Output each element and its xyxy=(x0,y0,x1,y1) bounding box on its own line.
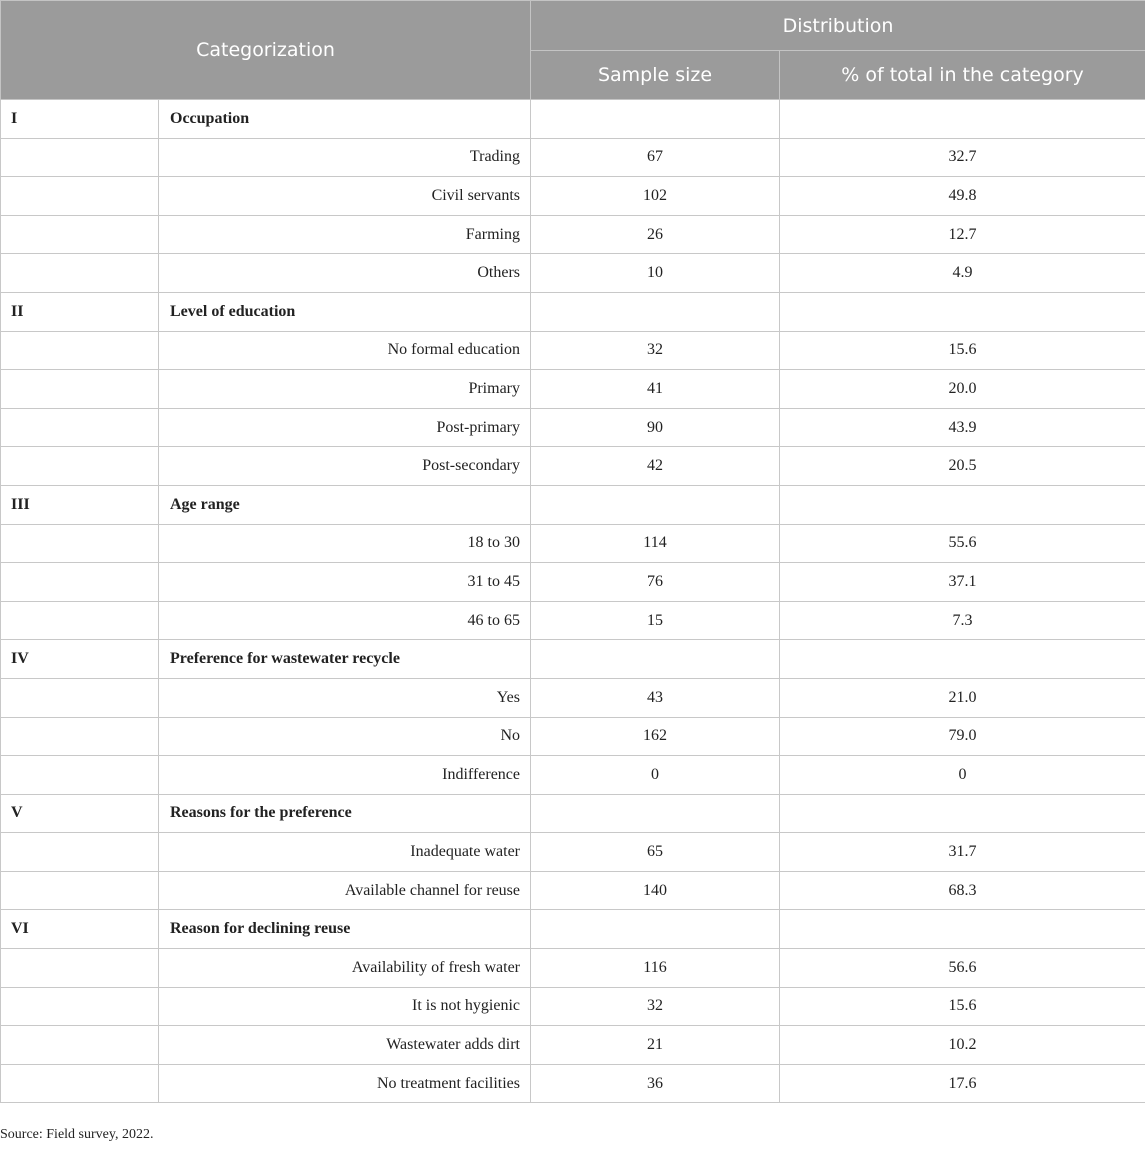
table-row xyxy=(1,756,1145,795)
category-label: Reason for declining reuse xyxy=(159,910,531,949)
percent-cell: 21.0 xyxy=(780,678,1145,717)
percent-cell: 31.7 xyxy=(780,833,1145,872)
empty-cell xyxy=(780,640,1145,679)
header-row xyxy=(1,1,1145,51)
category-number: II xyxy=(1,292,159,331)
item-label: Wastewater adds dirt xyxy=(159,1026,531,1065)
empty-cell xyxy=(1,871,159,910)
sample-size-cell: 43 xyxy=(531,678,780,717)
item-label: Indifference xyxy=(159,756,531,795)
item-label: Availability of fresh water xyxy=(159,949,531,988)
empty-cell xyxy=(780,910,1145,949)
category-number: V xyxy=(1,794,159,833)
percent-cell: 17.6 xyxy=(780,1064,1145,1103)
percent-cell: 56.6 xyxy=(780,949,1145,988)
sample-size-cell: 140 xyxy=(531,871,780,910)
empty-cell xyxy=(1,254,159,293)
sample-size-cell: 41 xyxy=(531,370,780,409)
percent-cell: 12.7 xyxy=(780,215,1145,254)
source-note: Source: Field survey, 2022. xyxy=(0,1127,154,1142)
table-row xyxy=(1,563,1145,602)
empty-cell xyxy=(1,370,159,409)
empty-cell xyxy=(1,678,159,717)
table-row xyxy=(1,524,1145,563)
sample-size-cell: 0 xyxy=(531,756,780,795)
item-label: Primary xyxy=(159,370,531,409)
table-row xyxy=(1,987,1145,1026)
table-row xyxy=(1,871,1145,910)
item-label: Inadequate water xyxy=(159,833,531,872)
item-label: Others xyxy=(159,254,531,293)
empty-cell xyxy=(1,177,159,216)
sample-size-cell: 32 xyxy=(531,987,780,1026)
category-label: Age range xyxy=(159,485,531,524)
sample-size-cell: 114 xyxy=(531,524,780,563)
table-row xyxy=(1,215,1145,254)
percent-cell: 55.6 xyxy=(780,524,1145,563)
item-label: No treatment facilities xyxy=(159,1064,531,1103)
percent-cell: 15.6 xyxy=(780,987,1145,1026)
empty-cell xyxy=(531,794,780,833)
category-row xyxy=(1,910,1145,949)
item-label: Yes xyxy=(159,678,531,717)
item-label: Available channel for reuse xyxy=(159,871,531,910)
sample-size-cell: 102 xyxy=(531,177,780,216)
category-number: IV xyxy=(1,640,159,679)
item-label: No formal education xyxy=(159,331,531,370)
empty-cell xyxy=(531,640,780,679)
item-label: It is not hygienic xyxy=(159,987,531,1026)
item-label: Civil servants xyxy=(159,177,531,216)
empty-cell xyxy=(1,949,159,988)
percent-cell: 20.5 xyxy=(780,447,1145,486)
table-row xyxy=(1,447,1145,486)
category-label: Reasons for the preference xyxy=(159,794,531,833)
category-number: VI xyxy=(1,910,159,949)
empty-cell xyxy=(1,987,159,1026)
empty-cell xyxy=(531,100,780,139)
sample-size-cell: 36 xyxy=(531,1064,780,1103)
item-label: Post-primary xyxy=(159,408,531,447)
header-distribution: Distribution xyxy=(531,1,1145,51)
table-row xyxy=(1,331,1145,370)
sample-size-cell: 32 xyxy=(531,331,780,370)
item-label: No xyxy=(159,717,531,756)
category-row xyxy=(1,100,1145,139)
item-label: Post-secondary xyxy=(159,447,531,486)
table-row xyxy=(1,1026,1145,1065)
category-label: Preference for wastewater recycle xyxy=(159,640,531,679)
percent-cell: 7.3 xyxy=(780,601,1145,640)
percent-cell: 68.3 xyxy=(780,871,1145,910)
header-sample-size: Sample size xyxy=(531,51,780,100)
empty-cell xyxy=(531,485,780,524)
table-row xyxy=(1,370,1145,409)
percent-cell: 15.6 xyxy=(780,331,1145,370)
table-row xyxy=(1,408,1145,447)
item-label: 18 to 30 xyxy=(159,524,531,563)
table-row xyxy=(1,833,1145,872)
item-label: Farming xyxy=(159,215,531,254)
empty-cell xyxy=(1,1064,159,1103)
table-row xyxy=(1,717,1145,756)
table-body xyxy=(1,100,1145,1103)
percent-cell: 10.2 xyxy=(780,1026,1145,1065)
table-row xyxy=(1,678,1145,717)
percent-cell: 20.0 xyxy=(780,370,1145,409)
percent-cell: 79.0 xyxy=(780,717,1145,756)
empty-cell xyxy=(1,601,159,640)
empty-cell xyxy=(1,447,159,486)
sample-size-cell: 162 xyxy=(531,717,780,756)
table-row xyxy=(1,254,1145,293)
percent-cell: 49.8 xyxy=(780,177,1145,216)
empty-cell xyxy=(1,215,159,254)
sample-size-cell: 26 xyxy=(531,215,780,254)
empty-cell xyxy=(1,717,159,756)
item-label: Trading xyxy=(159,138,531,177)
category-row xyxy=(1,640,1145,679)
sample-size-cell: 21 xyxy=(531,1026,780,1065)
empty-cell xyxy=(780,292,1145,331)
category-number: I xyxy=(1,100,159,139)
empty-cell xyxy=(531,910,780,949)
empty-cell xyxy=(1,524,159,563)
percent-cell: 43.9 xyxy=(780,408,1145,447)
header-categorization: Categorization xyxy=(1,1,531,100)
empty-cell xyxy=(1,138,159,177)
table-row xyxy=(1,601,1145,640)
empty-cell xyxy=(1,563,159,602)
table-row xyxy=(1,177,1145,216)
empty-cell xyxy=(1,833,159,872)
header-percent: % of total in the category xyxy=(780,51,1145,100)
item-label: 31 to 45 xyxy=(159,563,531,602)
category-row xyxy=(1,485,1145,524)
table-row xyxy=(1,1064,1145,1103)
percent-cell: 4.9 xyxy=(780,254,1145,293)
sample-size-cell: 15 xyxy=(531,601,780,640)
category-label: Level of education xyxy=(159,292,531,331)
empty-cell xyxy=(1,1026,159,1065)
percent-cell: 37.1 xyxy=(780,563,1145,602)
sample-size-cell: 116 xyxy=(531,949,780,988)
percent-cell: 32.7 xyxy=(780,138,1145,177)
category-label: Occupation xyxy=(159,100,531,139)
empty-cell xyxy=(780,485,1145,524)
empty-cell xyxy=(1,756,159,795)
empty-cell xyxy=(780,100,1145,139)
percent-cell: 0 xyxy=(780,756,1145,795)
sample-size-cell: 10 xyxy=(531,254,780,293)
sample-size-cell: 65 xyxy=(531,833,780,872)
table-row xyxy=(1,138,1145,177)
empty-cell xyxy=(1,408,159,447)
item-label: 46 to 65 xyxy=(159,601,531,640)
category-row xyxy=(1,794,1145,833)
sample-size-cell: 90 xyxy=(531,408,780,447)
empty-cell xyxy=(531,292,780,331)
sample-size-cell: 76 xyxy=(531,563,780,602)
sample-size-cell: 42 xyxy=(531,447,780,486)
category-number: III xyxy=(1,485,159,524)
table-header xyxy=(1,1,1145,100)
empty-cell xyxy=(1,331,159,370)
empty-cell xyxy=(780,794,1145,833)
sample-size-cell: 67 xyxy=(531,138,780,177)
table-row xyxy=(1,949,1145,988)
category-row xyxy=(1,292,1145,331)
